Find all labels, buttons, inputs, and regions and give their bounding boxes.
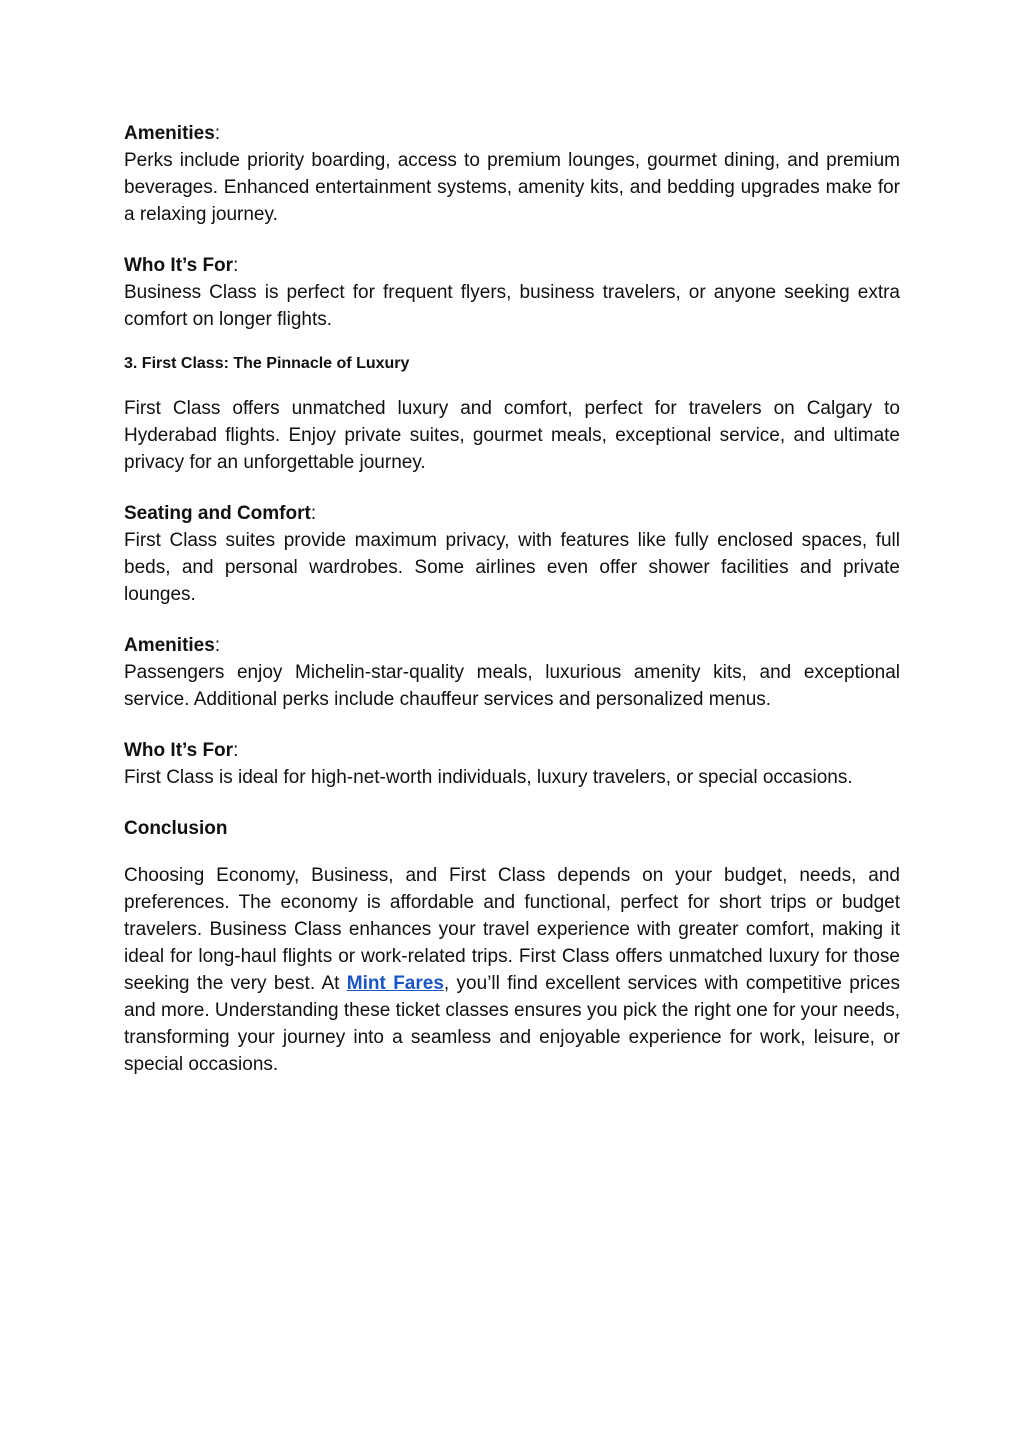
seating-first-section	[124, 500, 900, 608]
conclusion-text-before-link: Choosing Economy, Business, and First Class depends on your budget, needs, and preferences. The economy is affordable and functional, perfect for short trips or budget travelers. Business Class enhances your travel experience with greater comfort, making it ideal for long-haul flights or work-related trips. First Class offers unmatched luxury for those seeking the very best. At	[124, 865, 900, 994]
amenities-business-section	[124, 120, 900, 228]
who-business-section	[124, 252, 900, 333]
amenities-first-section	[124, 632, 900, 713]
mint-fares-link[interactable]: Mint Fares	[346, 973, 444, 994]
conclusion-heading: Conclusion	[124, 818, 228, 839]
conclusion-text-after-link: , you’ll find excellent services with competitive prices and more. Understanding these ticket classes ensures you pick the right one for your needs, transforming your journey into a seamless and enjoyable experience for work, leisure, or special occasions.	[124, 973, 900, 1075]
amenities-heading: Amenities:	[124, 123, 221, 144]
amenities-heading: Amenities:	[124, 635, 221, 656]
who-first-text: First Class is ideal for high-net-worth individuals, luxury travelers, or special occasions.	[124, 767, 853, 788]
amenities-business-text: Perks include priority boarding, access to premium lounges, gourmet dining, and premium beverages. Enhanced entertainment systems, amenity kits, and bedding upgrades make for a relaxing journey.	[124, 150, 900, 225]
who-its-for-heading: Who It’s For:	[124, 740, 239, 761]
seating-heading: Seating and Comfort:	[124, 503, 317, 524]
first-class-heading: 3. First Class: The Pinnacle of Luxury	[124, 355, 410, 372]
conclusion-text	[124, 862, 900, 1078]
amenities-first-text: Passengers enjoy Michelin-star-quality meals, luxurious amenity kits, and exceptional service. Additional perks include chauffeur services and personalized menus.	[124, 662, 900, 710]
seating-first-text: First Class suites provide maximum privacy, with features like fully enclosed spaces, full beds, and personal wardrobes. Some airlines even offer shower facilities and private lounges.	[124, 530, 900, 605]
document-page	[124, 120, 900, 1078]
who-business-text: Business Class is perfect for frequent flyers, business travelers, or anyone seeking extra comfort on longer flights.	[124, 282, 900, 330]
first-class-intro: First Class offers unmatched luxury and comfort, perfect for travelers on Calgary to Hyderabad flights. Enjoy private suites, gourmet meals, exceptional service, and ultimate privacy for an unforgettable journey.	[124, 398, 900, 473]
who-its-for-heading: Who It’s For:	[124, 255, 239, 276]
who-first-section	[124, 737, 900, 791]
